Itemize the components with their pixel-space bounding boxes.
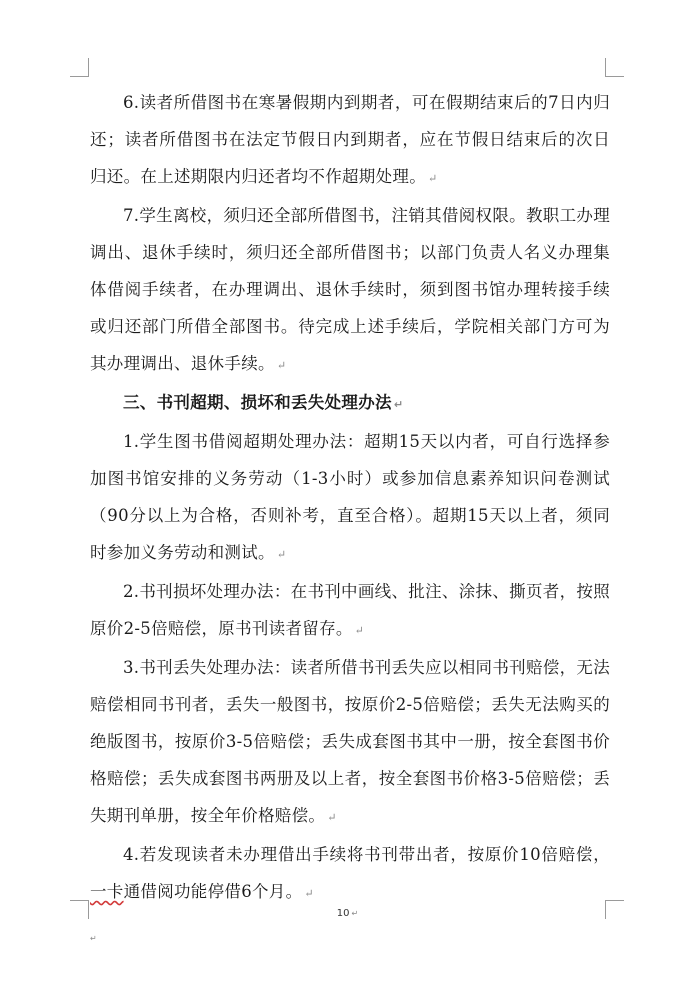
section-paragraph-3[interactable]: 3.书刊丢失处理办法：读者所借书刊丢失应以相同书刊赔偿，无法赔偿相同书刊者，丢失一般图书，按原价2-5倍赔偿；丢失无法购买的绝版图书，按原价3-5倍赔偿；丢失成套图书其中一册，按全套图书价格赔偿；丢失成套图书两册及以上者，按全套图书价格3-5倍赔偿；丢失期刊单册，按全年价格赔偿。 ↵ [90,658,610,825]
spellcheck-squiggle[interactable]: 一卡 [90,882,124,901]
paragraph-mark-icon: ↵ [304,887,314,900]
page-corner-mark-top-right [605,58,624,77]
page-corner-mark-top-left [70,58,89,77]
paragraph-mark-icon: ↵ [351,909,359,918]
paragraph-mark-icon: ↵ [276,359,287,372]
section-paragraph-2[interactable]: 2.书刊损坏处理办法：在书刊中画线、批注、涂抹、撕页者，按照原价2-5倍赔偿，原书刊读者留存。 ↵ [90,582,610,638]
document-body[interactable] [90,84,610,912]
page-footer [0,908,695,919]
paragraph-7[interactable]: 7.学生离校，须归还全部所借图书，注销其借阅权限。教职工办理调出、退休手续时，须归还全部所借图书；以部门负责人名义办理集体借阅手续者，在办理调出、退休手续时，须到图书馆办理转接手续或归还部门所借全部图书。待完成上述手续后，学院相关部门方可为其办理调出、退休手续。 ↵ [90,206,610,373]
paragraph-6[interactable]: 6.读者所借图书在寒暑假期内到期者，可在假期结束后的7日内归还；读者所借图书在法定节假日内到期者，应在节假日结束后的次日归还。在上述期限内归还者均不作超期处理。 ↵ [90,93,610,186]
page-number: 10 [336,908,350,919]
paragraph-mark-icon: ↵ [428,172,438,185]
paragraph-mark-icon: ↵ [276,548,287,561]
section-heading[interactable]: 三、书刊超期、损坏和丢失处理办法 ↵ [123,393,404,412]
paragraph-mark-icon: ↵ [327,811,337,824]
empty-paragraph-mark-icon: ↵ [90,934,97,943]
paragraph-mark-icon: ↵ [354,624,365,637]
paragraph-mark-icon: ↵ [393,398,404,411]
section-paragraph-1[interactable]: 1.学生图书借阅超期处理办法：超期15天以内者，可自行选择参加图书馆安排的义务劳动（1-3小时）或参加信息素养知识问卷测试（90分以上为合格，否则补考，直至合格）。超期15天以上者，须同时参加义务劳动和测试。 ↵ [90,432,610,562]
section-paragraph-4[interactable]: 4.若发现读者未办理借出手续将书刊带出者，按原价10倍赔偿，一卡通借阅功能停借6个月。 ↵ [90,845,610,901]
